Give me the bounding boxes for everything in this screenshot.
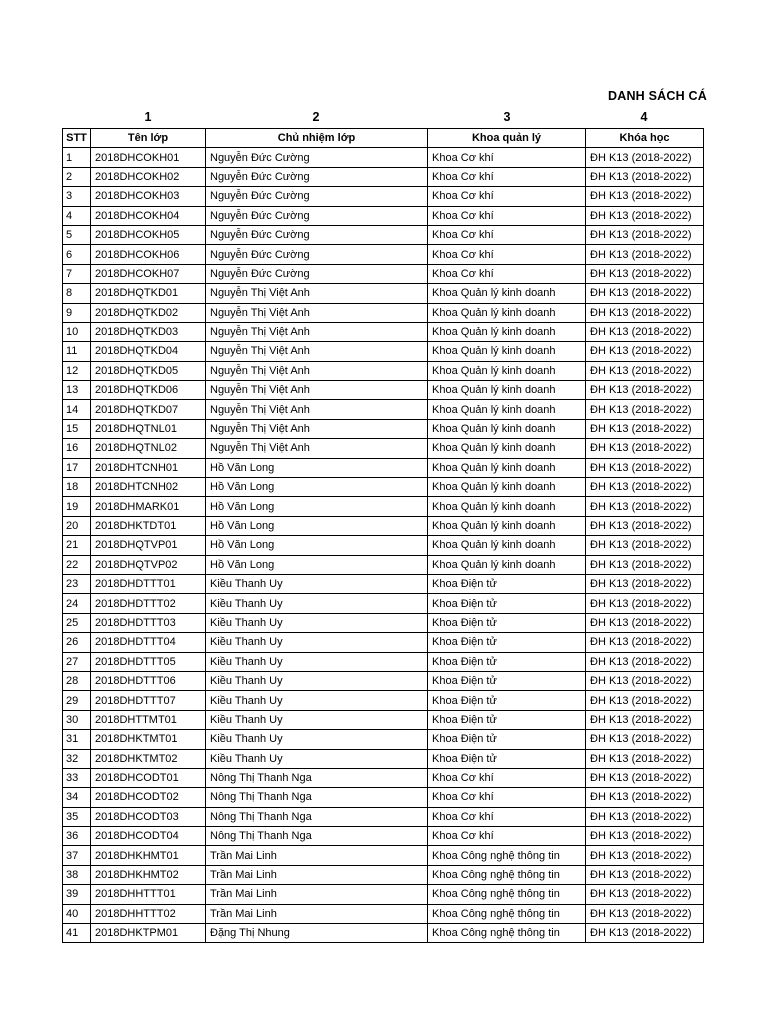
table-row: [63, 846, 704, 865]
header-class-name: Tên lớp: [91, 129, 206, 148]
cell-class-name: 2018DHCOKH06: [91, 245, 206, 264]
cell-course: ĐH K13 (2018-2022): [586, 652, 704, 671]
cell-faculty: Khoa Quản lý kinh doanh: [428, 516, 586, 535]
table-row: [63, 594, 704, 613]
table-row: [63, 381, 704, 400]
table-row: [63, 342, 704, 361]
cell-stt: 14: [63, 400, 91, 419]
cell-course: ĐH K13 (2018-2022): [586, 827, 704, 846]
cell-course: ĐH K13 (2018-2022): [586, 167, 704, 186]
table-row: [63, 652, 704, 671]
cell-course: ĐH K13 (2018-2022): [586, 148, 704, 167]
cell-course: ĐH K13 (2018-2022): [586, 303, 704, 322]
cell-homeroom-teacher: Hồ Văn Long: [206, 516, 428, 535]
cell-faculty: Khoa Cơ khí: [428, 187, 586, 206]
table-row: [63, 458, 704, 477]
cell-faculty: Khoa Quản lý kinh doanh: [428, 555, 586, 574]
cell-stt: 12: [63, 361, 91, 380]
cell-class-name: 2018DHQTKD07: [91, 400, 206, 419]
cell-faculty: Khoa Điện tử: [428, 574, 586, 593]
cell-class-name: 2018DHCOKH05: [91, 225, 206, 244]
cell-homeroom-teacher: Kiều Thanh Uy: [206, 633, 428, 652]
cell-course: ĐH K13 (2018-2022): [586, 381, 704, 400]
cell-stt: 25: [63, 613, 91, 632]
cell-faculty: Khoa Quản lý kinh doanh: [428, 478, 586, 497]
cell-homeroom-teacher: Nguyễn Thị Việt Anh: [206, 303, 428, 322]
cell-course: ĐH K13 (2018-2022): [586, 245, 704, 264]
cell-faculty: Khoa Quản lý kinh doanh: [428, 381, 586, 400]
cell-stt: 35: [63, 807, 91, 826]
cell-faculty: Khoa Điện tử: [428, 730, 586, 749]
cell-homeroom-teacher: Nguyễn Thị Việt Anh: [206, 342, 428, 361]
cell-stt: 1: [63, 148, 91, 167]
table-row: [63, 768, 704, 787]
cell-faculty: Khoa Quản lý kinh doanh: [428, 361, 586, 380]
cell-class-name: 2018DHKTMT02: [91, 749, 206, 768]
cell-class-name: 2018DHDTTT03: [91, 613, 206, 632]
cell-class-name: 2018DHCOKH04: [91, 206, 206, 225]
cell-course: ĐH K13 (2018-2022): [586, 594, 704, 613]
cell-class-name: 2018DHKHMT01: [91, 846, 206, 865]
cell-stt: 4: [63, 206, 91, 225]
cell-faculty: Khoa Công nghệ thông tin: [428, 885, 586, 904]
cell-homeroom-teacher: Trần Mai Linh: [206, 865, 428, 884]
cell-course: ĐH K13 (2018-2022): [586, 749, 704, 768]
cell-course: ĐH K13 (2018-2022): [586, 458, 704, 477]
table-row: [63, 225, 704, 244]
table-row: [63, 730, 704, 749]
cell-class-name: 2018DHQTNL02: [91, 439, 206, 458]
cell-stt: 26: [63, 633, 91, 652]
cell-faculty: Khoa Điện tử: [428, 613, 586, 632]
cell-homeroom-teacher: Trần Mai Linh: [206, 904, 428, 923]
cell-stt: 27: [63, 652, 91, 671]
cell-course: ĐH K13 (2018-2022): [586, 710, 704, 729]
table-row: [63, 574, 704, 593]
cell-faculty: Khoa Quản lý kinh doanh: [428, 439, 586, 458]
table-row: [63, 497, 704, 516]
cell-stt: 3: [63, 187, 91, 206]
cell-homeroom-teacher: Nông Thị Thanh Nga: [206, 807, 428, 826]
cell-stt: 15: [63, 419, 91, 438]
cell-course: ĐH K13 (2018-2022): [586, 284, 704, 303]
cell-faculty: Khoa Công nghệ thông tin: [428, 904, 586, 923]
cell-course: ĐH K13 (2018-2022): [586, 225, 704, 244]
cell-homeroom-teacher: Nguyễn Thị Việt Anh: [206, 361, 428, 380]
table-row: [63, 245, 704, 264]
header-stt: STT: [63, 129, 91, 148]
cell-stt: 20: [63, 516, 91, 535]
table-row: [63, 710, 704, 729]
cell-class-name: 2018DHDTTT02: [91, 594, 206, 613]
cell-class-name: 2018DHTCNH01: [91, 458, 206, 477]
cell-course: ĐH K13 (2018-2022): [586, 400, 704, 419]
cell-homeroom-teacher: Kiều Thanh Uy: [206, 691, 428, 710]
cell-homeroom-teacher: Kiều Thanh Uy: [206, 652, 428, 671]
cell-class-name: 2018DHCODT02: [91, 788, 206, 807]
cell-homeroom-teacher: Hồ Văn Long: [206, 536, 428, 555]
header-course: Khóa học: [586, 129, 704, 148]
cell-faculty: Khoa Cơ khí: [428, 827, 586, 846]
cell-course: ĐH K13 (2018-2022): [586, 342, 704, 361]
cell-course: ĐH K13 (2018-2022): [586, 322, 704, 341]
cell-stt: 10: [63, 322, 91, 341]
cell-faculty: Khoa Cơ khí: [428, 225, 586, 244]
cell-class-name: 2018DHQTVP02: [91, 555, 206, 574]
cell-homeroom-teacher: Nông Thị Thanh Nga: [206, 788, 428, 807]
cell-faculty: Khoa Cơ khí: [428, 206, 586, 225]
column-number-3: 3: [503, 110, 511, 124]
cell-homeroom-teacher: Kiều Thanh Uy: [206, 574, 428, 593]
cell-course: ĐH K13 (2018-2022): [586, 671, 704, 690]
table-row: [63, 264, 704, 283]
table-row: [63, 419, 704, 438]
header-homeroom-teacher: Chủ nhiệm lớp: [206, 129, 428, 148]
cell-class-name: 2018DHQTKD03: [91, 322, 206, 341]
cell-homeroom-teacher: Kiều Thanh Uy: [206, 594, 428, 613]
cell-course: ĐH K13 (2018-2022): [586, 264, 704, 283]
cell-class-name: 2018DHDTTT04: [91, 633, 206, 652]
cell-course: ĐH K13 (2018-2022): [586, 691, 704, 710]
cell-course: ĐH K13 (2018-2022): [586, 439, 704, 458]
cell-class-name: 2018DHKTDT01: [91, 516, 206, 535]
cell-class-name: 2018DHCOKH01: [91, 148, 206, 167]
cell-class-name: 2018DHHTTT02: [91, 904, 206, 923]
table-row: [63, 827, 704, 846]
cell-faculty: Khoa Quản lý kinh doanh: [428, 400, 586, 419]
class-list-table: [62, 128, 704, 943]
cell-faculty: Khoa Công nghệ thông tin: [428, 846, 586, 865]
cell-faculty: Khoa Điện tử: [428, 749, 586, 768]
cell-course: ĐH K13 (2018-2022): [586, 633, 704, 652]
cell-class-name: 2018DHQTKD05: [91, 361, 206, 380]
cell-class-name: 2018DHKHMT02: [91, 865, 206, 884]
cell-stt: 28: [63, 671, 91, 690]
cell-homeroom-teacher: Nguyễn Thị Việt Anh: [206, 322, 428, 341]
cell-faculty: Khoa Cơ khí: [428, 788, 586, 807]
cell-class-name: 2018DHDTTT01: [91, 574, 206, 593]
cell-course: ĐH K13 (2018-2022): [586, 885, 704, 904]
cell-class-name: 2018DHCODT04: [91, 827, 206, 846]
table-row: [63, 749, 704, 768]
cell-faculty: Khoa Cơ khí: [428, 768, 586, 787]
cell-class-name: 2018DHTTMT01: [91, 710, 206, 729]
cell-stt: 7: [63, 264, 91, 283]
cell-stt: 40: [63, 904, 91, 923]
cell-course: ĐH K13 (2018-2022): [586, 613, 704, 632]
cell-homeroom-teacher: Nguyễn Thị Việt Anh: [206, 439, 428, 458]
cell-homeroom-teacher: Nguyễn Đức Cường: [206, 167, 428, 186]
cell-homeroom-teacher: Nguyễn Đức Cường: [206, 225, 428, 244]
cell-stt: 21: [63, 536, 91, 555]
cell-faculty: Khoa Quản lý kinh doanh: [428, 342, 586, 361]
table-row: [63, 187, 704, 206]
cell-stt: 13: [63, 381, 91, 400]
cell-class-name: 2018DHQTKD04: [91, 342, 206, 361]
cell-stt: 8: [63, 284, 91, 303]
cell-class-name: 2018DHKTPM01: [91, 924, 206, 943]
cell-faculty: Khoa Điện tử: [428, 633, 586, 652]
cell-homeroom-teacher: Kiều Thanh Uy: [206, 749, 428, 768]
cell-class-name: 2018DHDTTT07: [91, 691, 206, 710]
table-row: [63, 613, 704, 632]
cell-faculty: Khoa Cơ khí: [428, 807, 586, 826]
cell-course: ĐH K13 (2018-2022): [586, 497, 704, 516]
cell-class-name: 2018DHQTKD02: [91, 303, 206, 322]
cell-course: ĐH K13 (2018-2022): [586, 478, 704, 497]
cell-homeroom-teacher: Nguyễn Đức Cường: [206, 148, 428, 167]
cell-stt: 36: [63, 827, 91, 846]
cell-class-name: 2018DHHTTT01: [91, 885, 206, 904]
cell-class-name: 2018DHCOKH07: [91, 264, 206, 283]
cell-stt: 18: [63, 478, 91, 497]
table-row: [63, 885, 704, 904]
cell-faculty: Khoa Quản lý kinh doanh: [428, 303, 586, 322]
cell-homeroom-teacher: Kiều Thanh Uy: [206, 730, 428, 749]
cell-stt: 31: [63, 730, 91, 749]
cell-homeroom-teacher: Nguyễn Đức Cường: [206, 187, 428, 206]
cell-course: ĐH K13 (2018-2022): [586, 904, 704, 923]
table-row: [63, 516, 704, 535]
cell-stt: 6: [63, 245, 91, 264]
cell-faculty: Khoa Quản lý kinh doanh: [428, 284, 586, 303]
table-row: [63, 924, 704, 943]
table-row: [63, 865, 704, 884]
table-row: [63, 284, 704, 303]
cell-course: ĐH K13 (2018-2022): [586, 536, 704, 555]
cell-homeroom-teacher: Đặng Thị Nhung: [206, 924, 428, 943]
cell-homeroom-teacher: Hồ Văn Long: [206, 497, 428, 516]
cell-class-name: 2018DHCODT03: [91, 807, 206, 826]
cell-homeroom-teacher: Nguyễn Thị Việt Anh: [206, 419, 428, 438]
cell-faculty: Khoa Cơ khí: [428, 245, 586, 264]
table-row: [63, 167, 704, 186]
cell-homeroom-teacher: Nguyễn Đức Cường: [206, 245, 428, 264]
cell-faculty: Khoa Điện tử: [428, 594, 586, 613]
cell-faculty: Khoa Điện tử: [428, 671, 586, 690]
cell-homeroom-teacher: Kiều Thanh Uy: [206, 710, 428, 729]
cell-faculty: Khoa Quản lý kinh doanh: [428, 322, 586, 341]
cell-stt: 24: [63, 594, 91, 613]
cell-course: ĐH K13 (2018-2022): [586, 768, 704, 787]
cell-faculty: Khoa Cơ khí: [428, 167, 586, 186]
table-body: [63, 148, 704, 943]
cell-homeroom-teacher: Hồ Văn Long: [206, 555, 428, 574]
cell-stt: 38: [63, 865, 91, 884]
cell-course: ĐH K13 (2018-2022): [586, 846, 704, 865]
cell-class-name: 2018DHQTKD06: [91, 381, 206, 400]
table-row: [63, 788, 704, 807]
cell-course: ĐH K13 (2018-2022): [586, 555, 704, 574]
column-number-2: 2: [312, 110, 320, 124]
cell-stt: 32: [63, 749, 91, 768]
cell-stt: 34: [63, 788, 91, 807]
cell-faculty: Khoa Điện tử: [428, 691, 586, 710]
cell-class-name: 2018DHCODT01: [91, 768, 206, 787]
table-header-row: [63, 129, 704, 148]
cell-homeroom-teacher: Nông Thị Thanh Nga: [206, 827, 428, 846]
cell-class-name: 2018DHTCNH02: [91, 478, 206, 497]
cell-course: ĐH K13 (2018-2022): [586, 730, 704, 749]
cell-stt: 5: [63, 225, 91, 244]
table-row: [63, 148, 704, 167]
cell-class-name: 2018DHQTNL01: [91, 419, 206, 438]
cell-homeroom-teacher: Nguyễn Thị Việt Anh: [206, 381, 428, 400]
cell-course: ĐH K13 (2018-2022): [586, 419, 704, 438]
cell-faculty: Khoa Quản lý kinh doanh: [428, 497, 586, 516]
cell-stt: 39: [63, 885, 91, 904]
table-row: [63, 439, 704, 458]
cell-homeroom-teacher: Nguyễn Thị Việt Anh: [206, 400, 428, 419]
cell-stt: 41: [63, 924, 91, 943]
cell-faculty: Khoa Cơ khí: [428, 148, 586, 167]
table-row: [63, 807, 704, 826]
cell-class-name: 2018DHMARK01: [91, 497, 206, 516]
cell-faculty: Khoa Công nghệ thông tin: [428, 924, 586, 943]
cell-course: ĐH K13 (2018-2022): [586, 574, 704, 593]
cell-stt: 37: [63, 846, 91, 865]
cell-course: ĐH K13 (2018-2022): [586, 187, 704, 206]
cell-class-name: 2018DHKTMT01: [91, 730, 206, 749]
cell-stt: 19: [63, 497, 91, 516]
table-row: [63, 555, 704, 574]
cell-homeroom-teacher: Kiều Thanh Uy: [206, 671, 428, 690]
cell-stt: 23: [63, 574, 91, 593]
cell-homeroom-teacher: Hồ Văn Long: [206, 458, 428, 477]
table-row: [63, 478, 704, 497]
cell-course: ĐH K13 (2018-2022): [586, 924, 704, 943]
cell-stt: 11: [63, 342, 91, 361]
cell-homeroom-teacher: Nguyễn Đức Cường: [206, 264, 428, 283]
cell-class-name: 2018DHDTTT05: [91, 652, 206, 671]
table-row: [63, 361, 704, 380]
cell-class-name: 2018DHCOKH02: [91, 167, 206, 186]
column-number-1: 1: [144, 110, 152, 124]
column-number-4: 4: [640, 110, 648, 124]
cell-course: ĐH K13 (2018-2022): [586, 206, 704, 225]
cell-course: ĐH K13 (2018-2022): [586, 516, 704, 535]
table-row: [63, 322, 704, 341]
page-title: DANH SÁCH CÁ: [608, 89, 707, 103]
cell-stt: 2: [63, 167, 91, 186]
cell-stt: 16: [63, 439, 91, 458]
cell-class-name: 2018DHDTTT06: [91, 671, 206, 690]
cell-homeroom-teacher: Kiều Thanh Uy: [206, 613, 428, 632]
table-row: [63, 536, 704, 555]
cell-stt: 30: [63, 710, 91, 729]
table-row: [63, 206, 704, 225]
header-faculty: Khoa quản lý: [428, 129, 586, 148]
cell-course: ĐH K13 (2018-2022): [586, 865, 704, 884]
cell-stt: 33: [63, 768, 91, 787]
table-row: [63, 303, 704, 322]
cell-course: ĐH K13 (2018-2022): [586, 788, 704, 807]
cell-faculty: Khoa Công nghệ thông tin: [428, 865, 586, 884]
cell-class-name: 2018DHCOKH03: [91, 187, 206, 206]
cell-faculty: Khoa Quản lý kinh doanh: [428, 458, 586, 477]
cell-homeroom-teacher: Hồ Văn Long: [206, 478, 428, 497]
cell-stt: 9: [63, 303, 91, 322]
cell-stt: 17: [63, 458, 91, 477]
cell-faculty: Khoa Điện tử: [428, 710, 586, 729]
table-row: [63, 400, 704, 419]
table-row: [63, 633, 704, 652]
cell-course: ĐH K13 (2018-2022): [586, 807, 704, 826]
cell-homeroom-teacher: Nguyễn Đức Cường: [206, 206, 428, 225]
cell-stt: 22: [63, 555, 91, 574]
cell-faculty: Khoa Quản lý kinh doanh: [428, 536, 586, 555]
cell-course: ĐH K13 (2018-2022): [586, 361, 704, 380]
cell-faculty: Khoa Cơ khí: [428, 264, 586, 283]
cell-faculty: Khoa Điện tử: [428, 652, 586, 671]
cell-stt: 29: [63, 691, 91, 710]
cell-homeroom-teacher: Trần Mai Linh: [206, 885, 428, 904]
cell-homeroom-teacher: Trần Mai Linh: [206, 846, 428, 865]
cell-faculty: Khoa Quản lý kinh doanh: [428, 419, 586, 438]
cell-homeroom-teacher: Nông Thị Thanh Nga: [206, 768, 428, 787]
table-row: [63, 691, 704, 710]
table-row: [63, 671, 704, 690]
cell-class-name: 2018DHQTKD01: [91, 284, 206, 303]
table-row: [63, 904, 704, 923]
cell-homeroom-teacher: Nguyễn Thị Việt Anh: [206, 284, 428, 303]
cell-class-name: 2018DHQTVP01: [91, 536, 206, 555]
